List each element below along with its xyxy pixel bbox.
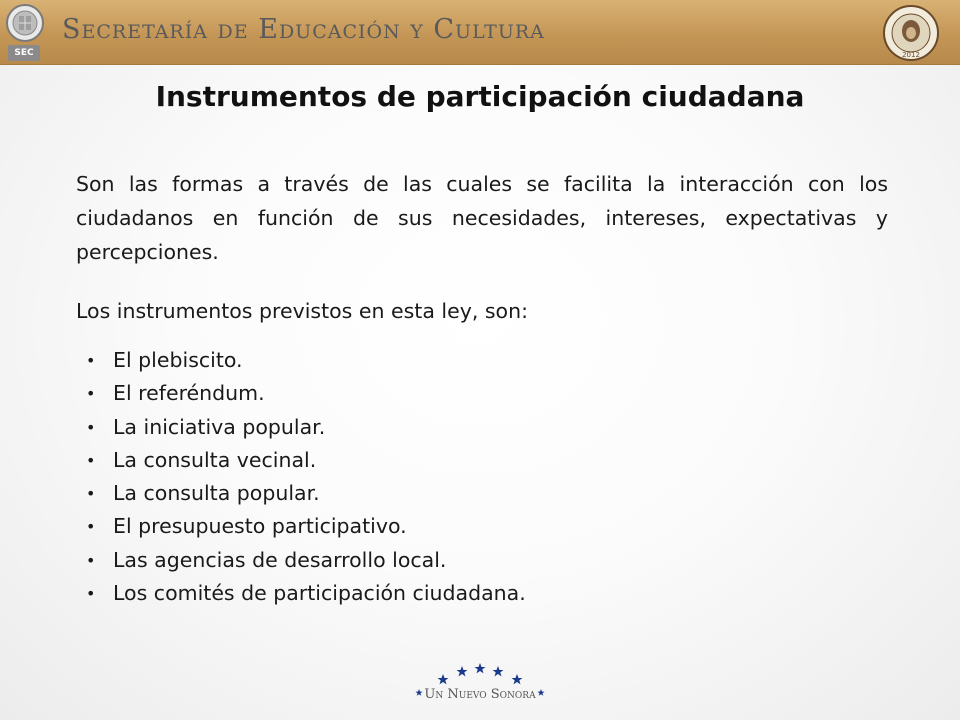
seal-year: 2012 — [902, 51, 920, 59]
header-bar — [0, 0, 960, 65]
list-item — [86, 544, 886, 577]
list-item-text: El plebiscito. — [113, 348, 243, 372]
sec-shield-logo — [5, 3, 45, 43]
intro-paragraph: Los instrumentos previstos en esta ley, son: — [76, 299, 528, 323]
bullet: • — [86, 584, 96, 604]
list-item-text: El presupuesto participativo. — [113, 514, 407, 539]
slide-title: Instrumentos de participación ciudadana — [155, 80, 805, 113]
list-item-text: La consulta popular. — [113, 481, 320, 506]
instruments-list — [86, 344, 886, 610]
sec-label: SEC — [8, 45, 40, 61]
bullet: • — [86, 517, 96, 537]
bullet: • — [86, 384, 96, 404]
bullet: • — [86, 450, 96, 470]
list-item — [86, 477, 886, 510]
list-item-text: El referéndum. — [113, 381, 265, 406]
list-item — [86, 577, 886, 610]
list-item — [86, 444, 886, 477]
definition-paragraph: Son las formas a través de las cuales se facilita la interacción con los ciudadanos en función de sus necesidades, intereses, expectativas y percepciones. — [76, 172, 888, 264]
list-item — [86, 377, 886, 410]
header-title: Secretaría de Educación y Cultura — [62, 14, 545, 45]
bullet: • — [86, 484, 96, 504]
bullet: • — [86, 417, 96, 437]
list-item-text: Las agencias de desarrollo local. — [113, 547, 447, 572]
list-item-text: La iniciativa popular. — [113, 414, 326, 439]
list-item — [86, 510, 886, 543]
list-item-text: La consulta vecinal. — [113, 447, 317, 472]
footer-brand-text: Un Nuevo Sonora — [424, 687, 536, 702]
bullet: • — [86, 351, 96, 370]
list-item — [86, 344, 886, 377]
un-nuevo-sonora-logo — [405, 658, 555, 716]
list-item — [86, 411, 886, 444]
list-item-text: Los comités de participación ciudadana. — [113, 581, 526, 606]
commemorative-seal-icon — [882, 4, 940, 62]
bullet: • — [86, 550, 96, 570]
